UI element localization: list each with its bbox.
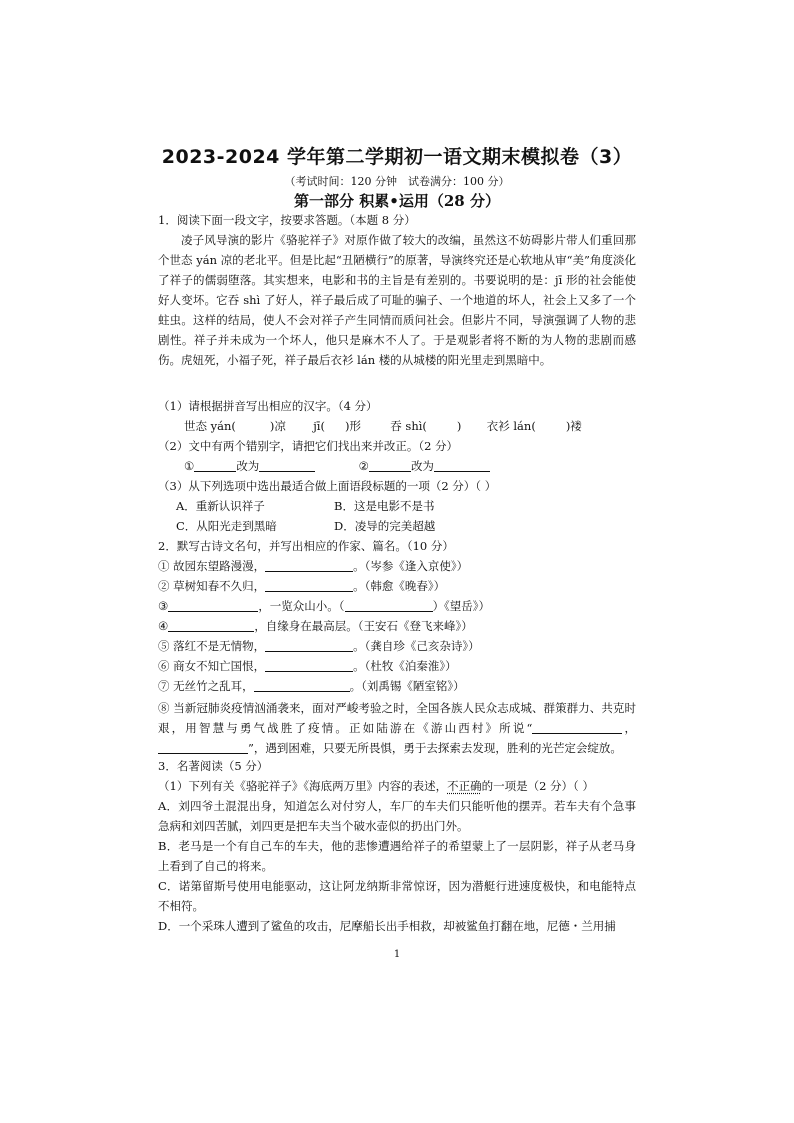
q1-options-row-1 xyxy=(176,498,434,514)
typo-2-fix-blank[interactable] xyxy=(434,459,490,472)
answer-blank[interactable] xyxy=(265,559,353,572)
answer-blank[interactable] xyxy=(265,639,353,652)
q2-line-3 xyxy=(158,598,490,614)
line-tail: ）《望岳》） xyxy=(432,599,491,613)
q3-option-b[interactable]: B．老马是一个有自己车的车夫，他的悲惨遭遇给祥子的希望蒙上了一层阴影，祥子从老马身上看到了自己的将来。 xyxy=(158,839,636,873)
line-source: 。（岑参《逢入京使》） xyxy=(353,559,469,573)
q2-heading: 2．默写古诗文名句，并写出相应的作家、篇名。（10 分） xyxy=(158,539,454,553)
line-comma: ， xyxy=(622,721,636,735)
q1-sub2: （2）文中有两个错别字，请把它们找出来并改正。（2 分） xyxy=(158,439,459,453)
author-blank[interactable] xyxy=(345,599,433,612)
option-c[interactable]: C．从阳光走到黑暗 xyxy=(176,519,277,533)
typo-1-num: ① xyxy=(184,459,195,473)
typo-2-blank[interactable] xyxy=(369,459,411,472)
q1-typo-row xyxy=(184,458,490,474)
answer-blank[interactable] xyxy=(168,619,254,632)
line-source: 。（龚自珍《己亥杂诗》） xyxy=(353,639,480,653)
q1-sub1: （1）请根据拼音写出相应的汉字。（4 分） xyxy=(158,399,378,413)
line-num: ⑤ xyxy=(158,639,170,653)
line-num: ③ xyxy=(158,599,169,613)
line-text: 故园东望路漫漫， xyxy=(173,559,266,573)
line-num: ② xyxy=(158,579,170,593)
typo-2-num: ② xyxy=(358,459,369,473)
q1-heading: 1．阅读下面一段文字，按要求答题。（本题 8 分） xyxy=(158,213,416,227)
q3-option-c[interactable]: C．诺第留斯号使用电能驱动，这让阿龙纳斯非常惊讶，因为潜艇行进速度极快，和电能特点不相符。 xyxy=(158,879,636,913)
line-text: 草树知春不久归， xyxy=(173,579,266,593)
answer-blank[interactable] xyxy=(265,659,353,672)
option-d[interactable]: D．凌导的完美超越 xyxy=(334,519,436,533)
line-source: ，自缘身在最高层。（王安石《登飞来峰》） xyxy=(254,619,473,633)
sub1-text: （1）下列有关《骆驼祥子》《海底两万里》内容的表述， xyxy=(158,779,448,793)
line-source: 。（韩愈《晚春》） xyxy=(353,579,446,593)
line-num: ⑥ xyxy=(158,659,170,673)
line-source: 。（杜牧《泊秦淮》） xyxy=(353,659,457,673)
pinyin-lan-label: 衣衫 lán( xyxy=(486,419,536,433)
line-source: ，一览众山小。（ xyxy=(258,599,345,613)
page-number: 1 xyxy=(393,949,401,960)
line-text: 商女不知亡国恨， xyxy=(173,659,266,673)
pinyin-ji-label: jī( xyxy=(313,419,325,433)
exam-title: 2023-2024 学年第二学期初一语文期末模拟卷（3） xyxy=(161,146,633,168)
q2-line-4 xyxy=(158,618,473,634)
line-num: ⑦ xyxy=(158,679,170,693)
answer-blank-2[interactable] xyxy=(158,741,248,754)
line-text: 落红不是无情物， xyxy=(173,639,266,653)
typo-1-fix-blank[interactable] xyxy=(259,459,315,472)
section-title: 第一部分 积累•运用（28 分） xyxy=(294,192,500,210)
line-text-end: ”，遇到困难，只要无所畏惧，勇于去探索去发现，胜利的光芒定会绽放。 xyxy=(248,741,622,755)
q2-line-2 xyxy=(158,578,445,594)
pinyin-lan-suffix: )褛 xyxy=(565,419,582,433)
line-num: ① xyxy=(158,559,170,573)
pinyin-ji-suffix: )形 xyxy=(344,419,361,433)
q3-heading: 3．名著阅读（5 分） xyxy=(158,759,269,773)
answer-blank-1[interactable] xyxy=(532,721,622,734)
option-a[interactable]: A．重新认识祥子 xyxy=(176,499,265,513)
pinyin-shi-suffix: ) xyxy=(456,419,462,433)
q2-line-8 xyxy=(158,698,636,758)
q1-sub3: （3）从下列选项中选出最适合做上面语段标题的一项（2 分）（ ） xyxy=(158,479,497,493)
pinyin-shi-label: 吞 shì( xyxy=(390,419,427,433)
answer-blank[interactable] xyxy=(168,599,258,612)
line-text: ⑧ 当新冠肺炎疫情汹涌袭来，面对严峻考验之时，全国各族人民众志成城、群策群力、共克时艰，用智慧与勇气战胜了疫情。正如陆游在《游山西村》所说“ xyxy=(158,701,636,735)
typo-2-change: 改为 xyxy=(410,459,434,473)
line-text: 无丝竹之乱耳， xyxy=(173,679,254,693)
answer-blank[interactable] xyxy=(254,679,350,692)
q2-line-1 xyxy=(158,558,468,574)
q1-pinyin-row xyxy=(184,418,582,434)
pinyin-yan-suffix: )凉 xyxy=(269,419,286,433)
line-source: 。（刘禹锡《陋室铭》） xyxy=(349,679,465,693)
typo-1-change: 改为 xyxy=(236,459,260,473)
line-num: ④ xyxy=(158,619,169,633)
q2-line-6 xyxy=(158,658,457,674)
typo-1-blank[interactable] xyxy=(194,459,236,472)
q3-option-d[interactable]: D．一个采珠人遭到了鲨鱼的攻击，尼摩船长出手相救，却被鲨鱼打翻在地，尼德・兰用捕 xyxy=(158,919,616,933)
q3-sub1 xyxy=(158,778,594,794)
q3-option-a[interactable]: A．刘四爷土混混出身，知道怎么对付穷人，车厂的车夫们只能听他的摆弄。若车夫有个急事急病和刘四苦腻，刘四更是把车夫当个破水壶似的扔出门外。 xyxy=(158,799,636,833)
emphasis-text: 不正确 xyxy=(447,779,482,793)
option-b[interactable]: B．这是电影不是书 xyxy=(334,499,435,513)
pinyin-yan-label: 世态 yán( xyxy=(184,419,236,433)
answer-blank[interactable] xyxy=(265,579,353,592)
sub1-text-end: 的一项是（2 分）（ ） xyxy=(481,779,594,793)
q2-line-5 xyxy=(158,638,480,654)
q1-options-row-2 xyxy=(176,518,435,534)
q2-line-7 xyxy=(158,678,465,694)
q1-passage: 凌子风导演的影片《骆驼祥子》对原作做了较大的改编，虽然这不妨碍影片带人们重回那个世态 yán 凉的老北平。但是比起“丑陋横行”的原著，导演终究还是心软地从审“美”角度淡化了祥子的儒弱堕落。其实想来，电影和书的主旨是有差别的。书要说明的是：jī 形的社会能使好人变坏。它吞 shì 了好人，祥子最后成了可耻的骗子、一个地道的坏人，社会上又多了一个蛀虫。这样的结局，使人不会对祥子产生同情而质问社会。但影片不同，导演强调了人物的悲剧性。祥子并未成为一个坏人，他只是麻木不人了。于是观影者将不断的为人物的悲剧而感伤。虎妞死，小福子死，祥子最后衣衫 lán 楼的从城楼的阳光里走到黑暗中。 xyxy=(158,233,636,367)
exam-info: （考试时间：120 分钟 试卷满分：100 分） xyxy=(284,175,510,188)
